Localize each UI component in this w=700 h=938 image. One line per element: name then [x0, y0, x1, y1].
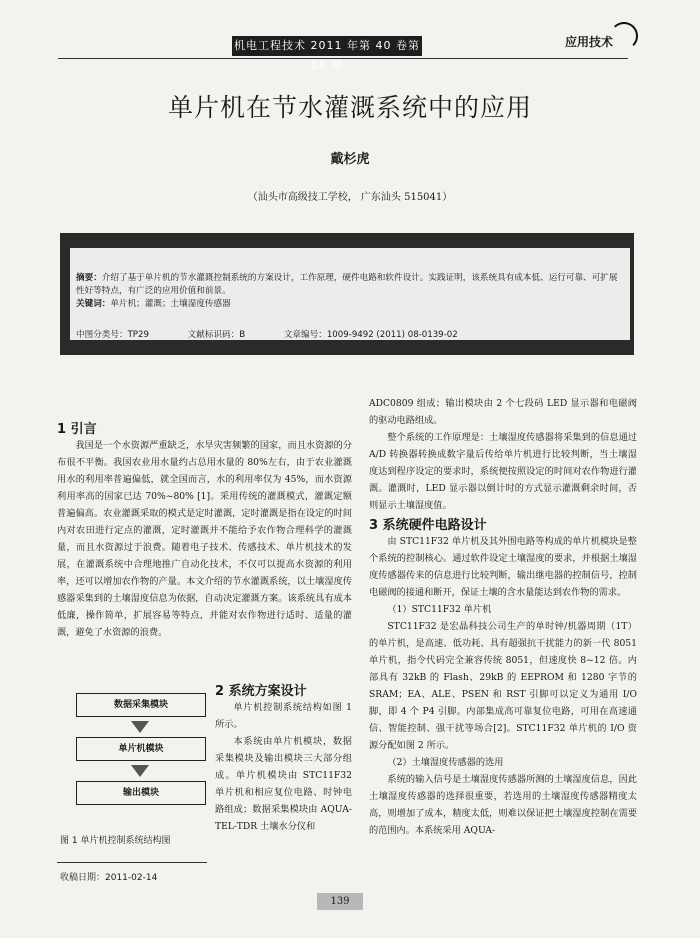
- keywords: 单片机；灌溉；土壤湿度传感器: [110, 299, 231, 309]
- section-2: [215, 680, 352, 835]
- received-date: 收稿日期：2011-02-14: [60, 873, 158, 883]
- col2-paragraph-2: 整个系统的工作原理是：土壤湿度传感器将采集到的信息通过 A/D 转换器转换成数字量后传给单片机进行比较判断，当土壤湿度达到程序设定的要求时，系统便按照设定的时间对农作物进行灌溉。灌溉时，LED 显示器以倒计时的方式显示灌溉剩余时间，否则显示土壤湿度值。: [369, 432, 637, 511]
- left-column: [57, 418, 352, 641]
- section-1-heading: 1 引言: [57, 422, 97, 437]
- section-3-1-heading: （1）STC11F32 单片机: [387, 604, 492, 615]
- doc-code: 文献标识码：B: [187, 330, 246, 340]
- keywords-label: 关键词：: [76, 299, 111, 309]
- article-number: 文章编号：1009-9492 (2011) 08-0139-02: [283, 330, 458, 340]
- figure-box-data-acquisition: 数据采集模块: [76, 693, 206, 717]
- abstract-label: 摘要：: [76, 273, 102, 283]
- section-2-paragraph-2: 本系统由单片机模块，数据采集模块及输出模块三大部分组成。单片机模块由 STC11F32 单片机和相应复位电路、时钟电路组成；数据采集模块由 AQUA-TEL-TDR 土壤水分仪和: [215, 736, 352, 832]
- section-1-paragraph: 我国是一个水资源严重缺乏，水旱灾害频繁的国家，而且水资源的分布很不平衡。我国农业用水量约占总用水量的 80%左右，由于农业灌溉用水的利用率普遍偏低，就全国而言，水的利用率仅为 45%，而水资源利用率高的国家已达 70%~80% [1]。采用传统的灌溉模式，灌溉定额普遍偏高。农业灌溉采取的模式是定时灌溉，定时灌溉是指在设定的时间内对农田进行定点的灌溉，定时灌溉并不能给予农作物合理科学的灌溉量，而且水资源过于浪费。随着电子技术、传感技术、单片机技术的发展，在灌溉系统中合理地推广自动化技术，不仅可以提高水资源的利用率，还可以增加农作物的产量。本文介绍的节水灌溉系统，以土壤湿度传感器采集到的土壤湿度信息为依据，自动决定灌溉方案。该系统具有成本低廉，操作简单，扩展容易等特点，并能对农作物进行适时、适量的灌溉，避免了水资源的浪费。: [57, 440, 352, 638]
- col2-paragraph-1: ADC0809 组成；输出模块由 2 个七段码 LED 显示器和电磁阀的驱动电路组成。: [369, 398, 637, 426]
- figure-box-output: 输出模块: [76, 781, 206, 805]
- journal-header: 机电工程技术 2011 年第 40 卷第 08 期: [232, 36, 422, 56]
- abstract: [76, 272, 626, 311]
- section-label: 应用技术: [565, 35, 614, 49]
- section-3-paragraph-1: 由 STC11F32 单片机及其外围电路等构成的单片机模块是整个系统的控制核心。通过软件设定土壤湿度的要求，并根据土壤湿度传感器传来的信息进行比较判断，输出继电器的控制信号，控制电磁阀的接通和断开，保证土壤的含水量能达到农作物的需求。: [369, 536, 637, 598]
- swirl-logo-icon: [610, 22, 638, 50]
- figure-box-mcu: 单片机模块: [76, 737, 206, 761]
- footnote-rule: [57, 862, 207, 863]
- figure-1-caption: 图 1 单片机控制系统结构图: [60, 836, 171, 846]
- classification-line: [76, 328, 626, 340]
- right-column: [369, 395, 637, 839]
- section-2-paragraph-1: 单片机控制系统结构如图 1 所示。: [215, 702, 352, 730]
- section-3-heading: 3 系统硬件电路设计: [369, 518, 487, 533]
- section-2-heading: 2 系统方案设计: [215, 684, 307, 699]
- paper-title: 单片机在节水灌溉系统中的应用: [167, 93, 532, 122]
- figure-1-diagram: [76, 693, 204, 805]
- abstract-text: 介绍了基于单片机的节水灌溉控制系统的方案设计，工作原理，硬件电路和软件设计。实践证明，该系统具有成本低、运行可靠、可扩展性好等特点，有广泛的应用价值和前景。: [76, 273, 618, 296]
- author: 戴杉虎: [330, 152, 370, 167]
- clc-number: 中图分类号：TP29: [76, 330, 149, 340]
- affiliation: （汕头市高级技工学校， 广东汕头 515041）: [247, 192, 453, 203]
- section-3-paragraph-2: STC11F32 是宏晶科技公司生产的单时钟/机器周期（1T）的单片机，是高速、低功耗、具有超强抗干扰能力的新一代 8051 单片机，指令代码完全兼容传统 8051，但速度快 8~12 倍。内部具有 32kB 的 Flash、29kB 的 EEPROM 和 1280 字节的 SRAM；EA、ALE、PSEN 和 RST 引脚可以定义为通用 I/O 脚，即 4 个 P4 引脚。内部集成高可靠复位电路，可用在高速通信、智能控制、强干扰等场合[2]。STC11F32 单片机的 I/O 资源分配如图 2 所示。: [369, 621, 637, 751]
- header-rule: [58, 58, 628, 59]
- down-arrow-icon: [131, 765, 149, 777]
- page-number: 139: [317, 893, 363, 910]
- down-arrow-icon: [131, 721, 149, 733]
- section-3-2-heading: （2）土壤湿度传感器的选用: [387, 757, 504, 768]
- section-3-paragraph-3: 系统的输入信号是土壤湿度传感器所测的土壤湿度信息，因此土壤湿度传感器的选择很重要，若选用的土壤湿度传感器精度太高，则增加了成本，精度太低，则难以保证把土壤湿度控制在需要的范围内。本系统采用 AQUA-: [369, 774, 637, 836]
